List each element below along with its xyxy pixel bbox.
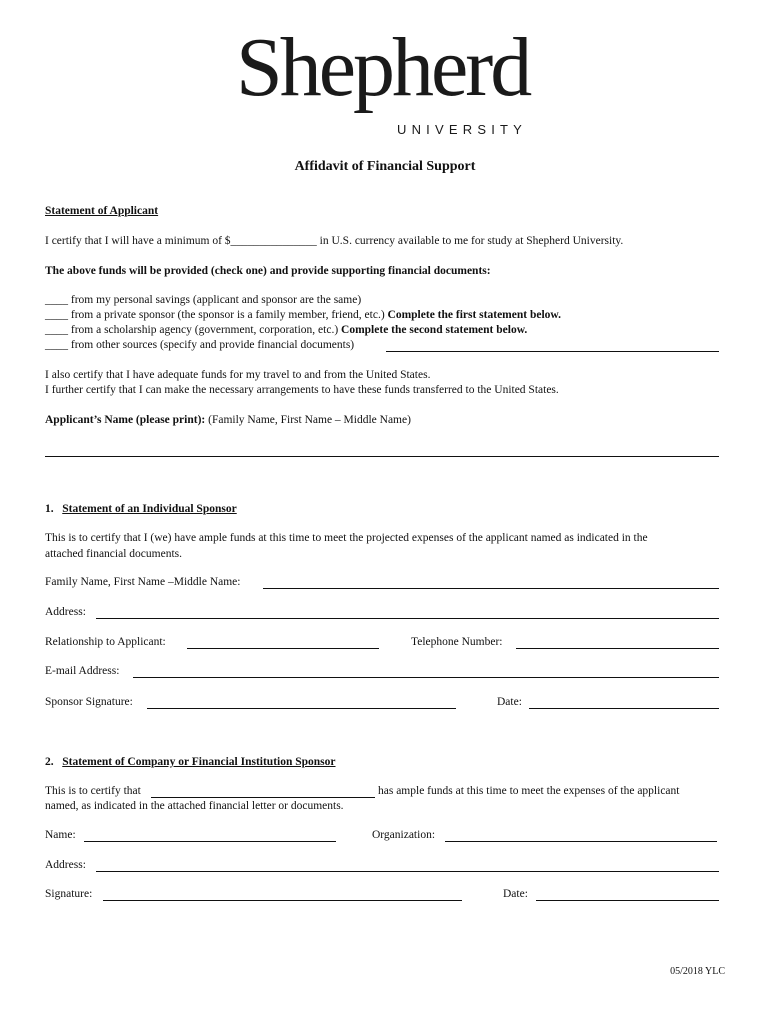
option-checkbox-private-sponsor[interactable]: ____ (45, 309, 68, 321)
sponsor-date-field[interactable] (529, 708, 719, 709)
logo-wordmark: Shepherd (236, 21, 530, 114)
sponsor-signature-label: Sponsor Signature: (45, 696, 133, 708)
other-sources-field[interactable] (386, 351, 719, 352)
company-name-field[interactable] (84, 841, 336, 842)
email-field[interactable] (133, 677, 719, 678)
section-number: 1. (45, 503, 54, 515)
section-number: 2. (45, 756, 54, 768)
option-note: Complete the second statement below. (341, 324, 528, 336)
option-label: from a scholarship agency (government, corporation, etc.) (68, 324, 342, 336)
company-certify-suffix: has ample funds at this time to meet the expenses of the applicant (378, 785, 680, 797)
applicant-name-hint: (Family Name, First Name – Middle Name) (208, 414, 411, 426)
relationship-label: Relationship to Applicant: (45, 636, 166, 648)
company-name-label: Name: (45, 829, 76, 841)
section-title: Statement of an Individual Sponsor (62, 503, 237, 515)
section-2-heading (45, 756, 336, 768)
option-label: from other sources (specify and provide financial documents) (68, 339, 355, 351)
funding-option (45, 294, 361, 306)
certify-prefix: I certify that I will have a minimum of $ (45, 235, 231, 247)
certify-suffix: in U.S. currency available to me for study at Shepherd University. (316, 235, 624, 247)
sponsor-address-label: Address: (45, 606, 86, 618)
company-date-field[interactable] (536, 900, 719, 901)
option-label: from a private sponsor (the sponsor is a family member, friend, etc.) (68, 309, 388, 321)
travel-certify: I also certify that I have adequate funds for my travel to and from the United States. (45, 369, 431, 381)
option-checkbox-scholarship[interactable]: ____ (45, 324, 68, 336)
section-title: Statement of Company or Financial Institution Sponsor (62, 756, 336, 768)
funds-heading: The above funds will be provided (check one) and provide supporting financial documents: (45, 265, 491, 277)
minimum-amount-field[interactable]: _______________ (230, 235, 317, 247)
company-signature-label: Signature: (45, 888, 93, 900)
applicant-name-field[interactable] (45, 456, 719, 457)
sponsor-name-field[interactable] (263, 588, 719, 589)
family-name-label: Family Name, First Name –Middle Name: (45, 576, 241, 588)
relationship-field[interactable] (187, 648, 379, 649)
sponsor-date-label: Date: (497, 696, 522, 708)
option-note: Complete the first statement below. (387, 309, 561, 321)
funding-option (45, 309, 561, 321)
applicant-heading: Statement of Applicant (45, 205, 159, 217)
telephone-label: Telephone Number: (411, 636, 503, 648)
organization-label: Organization: (372, 829, 436, 841)
section-1-heading (45, 503, 237, 515)
funding-option (45, 339, 354, 351)
form-code: 05/2018 YLC (670, 966, 725, 977)
sponsor-address-field[interactable] (96, 618, 719, 619)
sponsor-signature-field[interactable] (147, 708, 456, 709)
page-title: Affidavit of Financial Support (294, 159, 476, 174)
company-date-label: Date: (503, 888, 528, 900)
applicant-certify-line (45, 235, 623, 247)
individual-certify-1: This is to certify that I (we) have ample funds at this time to meet the projected expenses of the applicant named as indicated in the (45, 532, 648, 544)
applicant-name-label-row (45, 414, 411, 426)
logo-subtitle: UNIVERSITY (397, 122, 528, 137)
company-name-inline-field[interactable] (151, 797, 375, 798)
option-checkbox-personal[interactable]: ____ (45, 294, 68, 306)
company-signature-field[interactable] (103, 900, 462, 901)
telephone-field[interactable] (516, 648, 719, 649)
individual-certify-2: attached financial documents. (45, 548, 182, 560)
applicant-name-label: Applicant’s Name (please print): (45, 414, 206, 426)
option-label: from my personal savings (applicant and sponsor are the same) (68, 294, 362, 306)
email-label: E-mail Address: (45, 665, 120, 677)
organization-field[interactable] (445, 841, 717, 842)
company-certify-prefix: This is to certify that (45, 785, 141, 797)
company-address-field[interactable] (96, 871, 719, 872)
company-certify-2: named, as indicated in the attached financial letter or documents. (45, 800, 344, 812)
funding-option (45, 324, 527, 336)
company-address-label: Address: (45, 859, 86, 871)
transfer-certify: I further certify that I can make the necessary arrangements to have these funds transferred to the United States. (45, 384, 559, 396)
option-checkbox-other[interactable]: ____ (45, 339, 68, 351)
